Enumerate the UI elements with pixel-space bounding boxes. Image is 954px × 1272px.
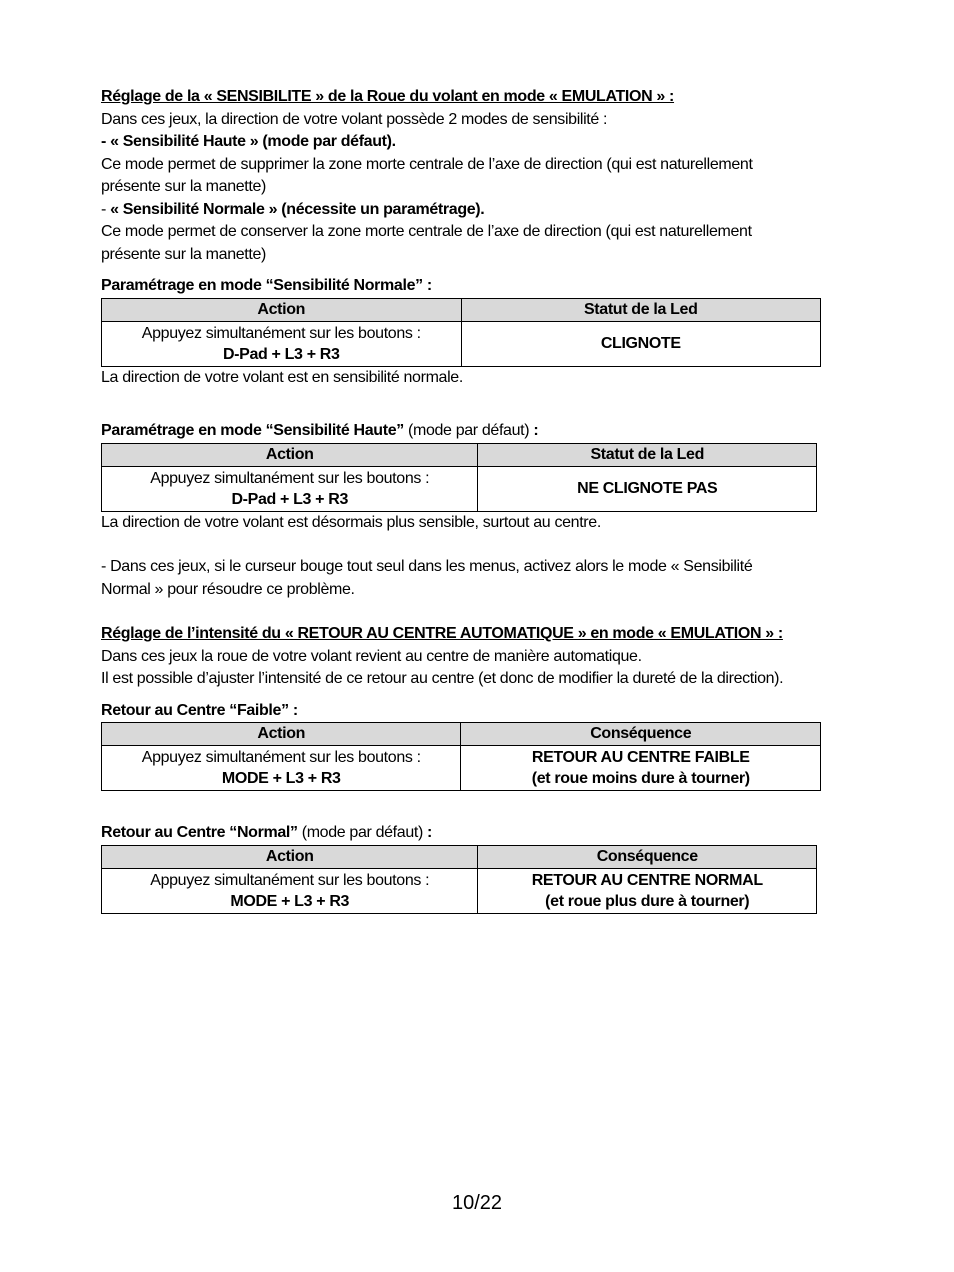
paragraph: Dans ces jeux, la direction de votre volant possède 2 modes de sensibilité : bbox=[101, 110, 608, 128]
action-cell: Appuyez simultanément sur les boutons : D-Pad + L3 + R3 bbox=[102, 321, 462, 366]
table-caption: Paramétrage en mode “Sensibilité Normale” : bbox=[101, 277, 432, 294]
column-header-action: Action bbox=[102, 298, 462, 321]
table-retour-normal bbox=[101, 845, 817, 914]
mode-normal-title: - « Sensibilité Normale » (nécessite un paramétrage). bbox=[101, 200, 485, 218]
paragraph: La direction de votre volant est désormais plus sensible, surtout au centre. bbox=[101, 513, 601, 531]
table-caption: Retour au Centre “Normal” (mode par défaut) : bbox=[101, 824, 433, 841]
section-heading-retour-centre: Réglage de l’intensité du « RETOUR AU CENTRE AUTOMATIQUE » en mode « EMULATION » : bbox=[101, 625, 783, 642]
table-row bbox=[102, 321, 821, 366]
column-header-action: Action bbox=[102, 845, 478, 868]
document-page bbox=[101, 86, 841, 914]
paragraph: La direction de votre volant est en sensibilité normale. bbox=[101, 368, 463, 386]
table-row bbox=[102, 746, 821, 791]
column-header-action: Action bbox=[102, 443, 478, 466]
paragraph: présente sur la manette) bbox=[101, 178, 267, 195]
page-number: 10/22 bbox=[451, 1192, 503, 1214]
column-header-status: Statut de la Led bbox=[461, 298, 820, 321]
status-cell: NE CLIGNOTE PAS bbox=[478, 466, 817, 511]
table-row bbox=[102, 868, 817, 913]
status-cell: CLIGNOTE bbox=[461, 321, 820, 366]
paragraph: Il est possible d’ajuster l’intensité de ce retour au centre (et donc de modifier la dureté de la direction). bbox=[101, 670, 784, 687]
table-sensibilite-normale bbox=[101, 298, 821, 367]
mode-high-title: - « Sensibilité Haute » (mode par défaut). bbox=[101, 133, 396, 150]
column-header-status: Statut de la Led bbox=[478, 443, 817, 466]
paragraph: Ce mode permet de conserver la zone morte centrale de l’axe de direction (qui est naturellement bbox=[101, 223, 752, 240]
section-heading-sensibilite: Réglage de la « SENSIBILITE » de la Roue du volant en mode « EMULATION » : bbox=[101, 88, 675, 105]
table-row bbox=[102, 466, 817, 511]
table-sensibilite-haute bbox=[101, 443, 817, 512]
paragraph: Dans ces jeux la roue de votre volant revient au centre de manière automatique. bbox=[101, 647, 642, 665]
table-retour-faible bbox=[101, 722, 821, 791]
column-header-result: Conséquence bbox=[461, 723, 821, 746]
table-caption: Paramétrage en mode “Sensibilité Haute” (mode par défaut) : bbox=[101, 422, 539, 439]
action-cell: Appuyez simultanément sur les boutons : D-Pad + L3 + R3 bbox=[102, 466, 478, 511]
action-cell: Appuyez simultanément sur les boutons : MODE + L3 + R3 bbox=[102, 868, 478, 913]
paragraph: Ce mode permet de supprimer la zone morte centrale de l’axe de direction (qui est naturellement bbox=[101, 155, 753, 173]
column-header-action: Action bbox=[102, 723, 461, 746]
note-line: - Dans ces jeux, si le curseur bouge tout seul dans les menus, activez alors le mode « Sensibilité bbox=[101, 558, 753, 575]
note-line: Normal » pour résoudre ce problème. bbox=[101, 580, 355, 598]
result-cell: RETOUR AU CENTRE NORMAL (et roue plus dure à tourner) bbox=[478, 868, 817, 913]
result-cell: RETOUR AU CENTRE FAIBLE (et roue moins dure à tourner) bbox=[461, 746, 821, 791]
action-cell: Appuyez simultanément sur les boutons : MODE + L3 + R3 bbox=[102, 746, 461, 791]
paragraph: présente sur la manette) bbox=[101, 245, 267, 263]
table-caption: Retour au Centre “Faible” : bbox=[101, 701, 298, 719]
column-header-result: Conséquence bbox=[478, 845, 817, 868]
